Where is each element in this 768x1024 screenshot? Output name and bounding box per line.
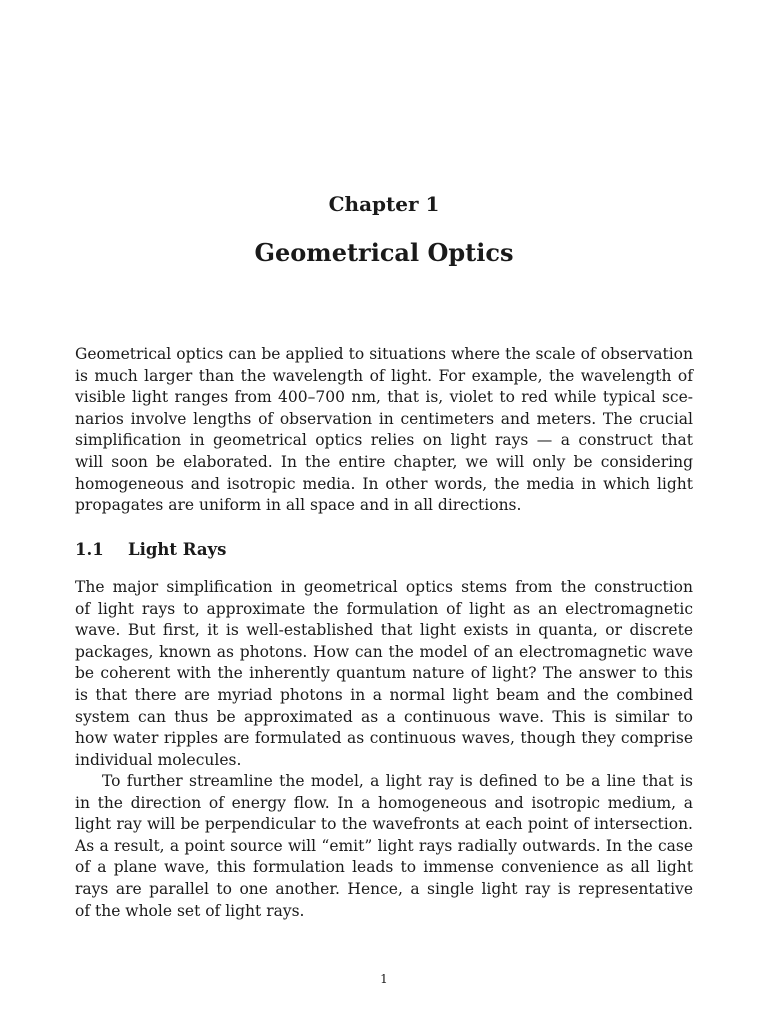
paragraph-line: how water ripples are formulated as continuous waves, though they comprise <box>75 729 693 748</box>
paragraph-line: rays are parallel to one another. Hence, a single light ray is representative <box>75 879 693 898</box>
paragraph-line: packages, known as photons. How can the model of an electromagnetic wave <box>75 642 693 661</box>
paragraph-line: system can thus be approximated as a continuous wave. This is similar to <box>75 707 693 726</box>
chapter-title: Geometrical Optics <box>254 238 514 267</box>
paragraph-line: propagates are uniform in all space and in all directions. <box>75 496 522 515</box>
paragraph-line: be coherent with the inherently quantum nature of light? The answer to this <box>75 664 693 683</box>
page-number: 1 <box>380 972 388 986</box>
section-number: 1.1 <box>75 540 104 559</box>
paragraph-line: of the whole set of light rays. <box>75 901 305 920</box>
paragraph-line: homogeneous and isotropic media. In other words, the media in which light <box>75 474 693 493</box>
paragraph-line: narios involve lengths of observation in centimeters and meters. The crucial <box>75 409 693 428</box>
paragraph-line: wave. But first, it is well-established that light exists in quanta, or discrete <box>75 621 693 640</box>
section-title: Light Rays <box>128 540 227 559</box>
paragraph-line: of a plane wave, this formulation leads to immense convenience as all light <box>75 858 693 877</box>
section-paragraph-2 <box>75 771 693 922</box>
paragraph-line: in the direction of energy flow. In a homogeneous and isotropic medium, a <box>75 793 693 812</box>
paragraph-line: individual molecules. <box>75 750 242 769</box>
intro-paragraph <box>75 344 693 517</box>
paragraph-line: of light rays to approximate the formulation of light as an electromagnetic <box>75 599 693 618</box>
paragraph-line: simplification in geometrical optics relies on light rays — a construct that <box>75 431 693 450</box>
paragraph-line: Geometrical optics can be applied to situations where the scale of observation <box>75 345 693 363</box>
paragraph-line: light ray will be perpendicular to the wavefronts at each point of intersection. <box>75 815 693 834</box>
chapter-label: Chapter 1 <box>328 192 440 216</box>
section-paragraph-1 <box>75 577 693 771</box>
section-heading <box>75 540 226 559</box>
paragraph-line: As a result, a point source will “emit” light rays radially outwards. In the case <box>75 836 693 855</box>
paragraph-line: To further streamline the model, a light ray is defined to be a line that is <box>102 772 693 790</box>
paragraph-line: visible light ranges from 400–700 nm, that is, violet to red while typical sce- <box>75 388 693 407</box>
paragraph-line: The major simplification in geometrical optics stems from the construction <box>75 578 693 596</box>
paragraph-line: is much larger than the wavelength of light. For example, the wavelength of <box>75 366 693 385</box>
paragraph-line: is that there are myriad photons in a normal light beam and the combined <box>75 685 693 704</box>
paragraph-line: will soon be elaborated. In the entire chapter, we will only be considering <box>75 452 693 471</box>
